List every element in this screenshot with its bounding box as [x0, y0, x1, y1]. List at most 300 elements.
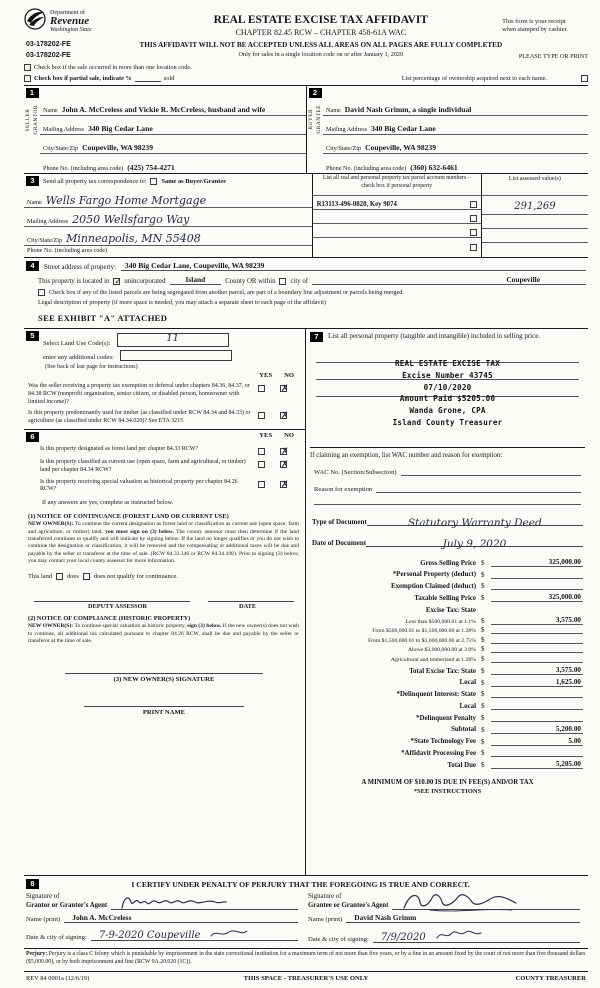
tax-row-delinquent-interest-state [310, 689, 585, 698]
grantee-date-scribble [434, 928, 484, 942]
tax-row-value [491, 605, 583, 614]
exhibit-note: SEE EXHIBIT "A" ATTACHED [38, 313, 168, 323]
correspondence-mailing-label: Mailing Address [27, 218, 69, 225]
assessor-signature-lines [34, 594, 294, 602]
buyer-csz-value: Coupeville, WA 98239 [365, 142, 437, 152]
tax-row-label: Taxable Selling Price [414, 594, 476, 602]
tax-row-value [491, 689, 583, 698]
tax-row-label: Local [459, 679, 476, 687]
tax-row-value [491, 626, 583, 634]
wac-number-label: WAC No. (Section/Subsection) [314, 469, 397, 476]
street-address-value: 340 Big Cedar Lane, Coupeville, WA 98239 [121, 261, 586, 271]
stamp-amount-paid: Amount Paid $5205.00 [399, 394, 496, 404]
dor-logo [24, 8, 139, 35]
minimum-due-note: A MINIMUM OF $10.00 IS DUE IN FEE(S) AND/OR TAX [361, 779, 534, 787]
additional-codes-box [120, 350, 232, 361]
correspondence-csz-label: City/State/Zip [27, 237, 63, 244]
correspondence-mailing-value: 2050 Wellsfargo Way [72, 213, 190, 227]
historic-answers [258, 479, 302, 488]
parcel-row-3 [313, 224, 481, 238]
tax-row-label: Agricultural and timberland at 1.28% [390, 656, 476, 663]
correspondence-csz-value: Minneapolis, MN 55408 [66, 232, 201, 246]
grantee-agent-label: Grantee or Grantee's Agent [308, 901, 389, 909]
timber-answers [258, 410, 302, 422]
parcel-checkbox-3[interactable] [470, 229, 477, 236]
grantor-signature-label [26, 893, 107, 910]
ownership-note: List percentage of ownership acquired next to each name. [401, 75, 547, 82]
dollar-sign: $ [481, 713, 485, 722]
current-use-question-row [26, 459, 302, 475]
buyer-csz-label: City/State/Zip [326, 145, 362, 152]
correspondence-send-label: Send all property tax correspondence to: [43, 177, 147, 185]
notice-compliance-bold: sign (3) below. [187, 623, 222, 630]
parcel-numbers-block [312, 174, 481, 257]
tax-row-label: *Personal Property (deduct) [392, 571, 476, 579]
excise-tax-table [310, 555, 585, 769]
yes-no-header [259, 432, 302, 439]
tax-row-subtotal [310, 725, 585, 734]
perjury-note [24, 948, 588, 969]
does-not-checkbox[interactable] [83, 573, 90, 580]
parcel-row-1 [313, 196, 481, 210]
parcel-checkbox-4[interactable] [470, 244, 477, 251]
tax-row-label: Above $3,000,000.00 at 3.0% [407, 647, 476, 654]
seller-csz-label: City/State/Zip [43, 145, 79, 152]
assessor-date-line [208, 594, 294, 602]
receipt-note [502, 18, 588, 35]
tax-row-label: Total Excise Tax: State [409, 667, 476, 675]
land-use-header-row [26, 331, 302, 370]
parcel-number-value: R13113-496-0820, Key 9074 [316, 201, 397, 208]
parcel-list-header: List all real and personal property tax parcel account numbers – check box if personal property [313, 174, 481, 196]
grantor-signature-line [111, 892, 298, 910]
tax-correspondence-section [24, 174, 588, 258]
assessor-date-label: DATE [239, 603, 257, 611]
tax-row-rate-500k-1500k [310, 626, 585, 634]
tax-row-exemption-claimed-deduct [310, 581, 585, 590]
current-use-question: Is this property classified as current use (open space, farm and agricultural, or timber) land per chapter 84.34 RCW? [40, 458, 246, 473]
tax-row-value [491, 570, 583, 579]
dept-of-label: Department of [50, 9, 85, 16]
notice-compliance-title: (2) NOTICE OF COMPLIANCE (HISTORIC PROPERTY) [28, 615, 191, 623]
dollar-sign: $ [481, 666, 485, 675]
parcel-checkbox-1[interactable] [470, 201, 477, 208]
certify-row [24, 878, 588, 890]
forest-land-no-checkbox[interactable]: ✗ [281, 446, 289, 457]
blank-line [314, 493, 581, 505]
parcel-row-2 [313, 210, 481, 224]
form-footer [24, 971, 588, 983]
personal-property-header [310, 329, 585, 342]
date-of-document-label: Date of Document [312, 539, 367, 547]
historic-yes-checkbox[interactable] [258, 481, 265, 488]
tax-row-value [491, 655, 583, 663]
land-use-section [24, 329, 305, 429]
current-use-answers [258, 459, 302, 468]
dollar-sign: $ [481, 690, 485, 699]
does-not-label: does not qualify for continuance. [93, 573, 178, 581]
tax-row-value: 5,200.00 [491, 725, 583, 734]
classification-section-number: 6 [26, 432, 39, 442]
historic-no-checkbox[interactable]: ✗ [281, 479, 289, 490]
assessed-value-1: 291,269 [514, 201, 556, 212]
single-location-note: Only for sales in a single location code on or after January 1, 2020 [238, 51, 404, 58]
seller-mailing-label: Mailing Address [43, 126, 85, 133]
located-in-label: This property is located in [38, 278, 110, 285]
assessor-signature-labels [34, 603, 294, 610]
land-use-select-label: Select Land Use Code(s): [43, 340, 111, 347]
notice-continuance-bold: you must sign on (3) below. [105, 528, 174, 535]
multi-location-label: Check box if the sale occurred in more than one location code. [34, 64, 192, 71]
personal-property-lines [310, 346, 585, 442]
date-of-document-row [310, 534, 585, 550]
stamp-office: Island County Treasurer [392, 417, 503, 427]
certification-section-number: 8 [26, 879, 39, 889]
city-blank-line [312, 275, 586, 285]
date-of-document-value: July 9, 2020 [442, 538, 507, 550]
seller-fields [40, 86, 306, 173]
property-location-row [24, 272, 588, 286]
historic-question-row [26, 479, 302, 495]
tax-row-value: 3,575.00 [491, 666, 583, 675]
partial-sale-sold-label: sold [163, 75, 175, 82]
tax-exemption-question-row [26, 383, 302, 406]
notice-compliance-post: If the new owner(s) does not wish to continue, all additional tax calculated pursuant to chapter 84.26 RCW, shall be due and payable by the seller or transferor at the time of sale. [28, 623, 299, 645]
tax-row-value [491, 713, 583, 722]
not-accepted-warning: THIS AFFIDAVIT WILL NOT BE ACCEPTED UNLESS ALL AREAS ON ALL PAGES ARE FULLY COMPLETED [139, 41, 503, 49]
partial-sale-checkbox[interactable] [24, 75, 31, 82]
timber-yes-checkbox[interactable] [258, 412, 265, 419]
tax-row-label: *Delinquent Penalty [416, 714, 476, 722]
tax-row-total-due [310, 760, 585, 769]
correspondence-phone-row [24, 246, 312, 255]
assessed-value-row-4 [482, 243, 588, 257]
parties-section [24, 85, 588, 174]
tax-row-state-technology-fee [310, 737, 585, 746]
seller-phone-label: Phone No. (including area code) [43, 165, 124, 172]
certification-section [24, 876, 588, 969]
buyer-rail [307, 86, 323, 173]
type-of-document-row [310, 513, 585, 529]
city-checkbox[interactable] [279, 278, 286, 285]
tax-row-rate-above-3m [310, 645, 585, 653]
seller-name-row [40, 86, 306, 116]
header-center [139, 8, 502, 61]
revenue-label: Revenue [50, 15, 90, 27]
header-right [502, 8, 588, 61]
tax-row-taxable-selling-price [310, 593, 585, 602]
dollar-sign: $ [481, 616, 485, 625]
street-address-label: Street address of property: [44, 264, 116, 271]
grantee-date-city: 7/9/2020 [380, 932, 426, 944]
unincorporated-label: unincorporated [124, 278, 166, 285]
forest-land-yes-checkbox[interactable] [258, 448, 265, 455]
tax-row-label: *State Technology Fee [410, 738, 476, 746]
tax-row-total-excise-state [310, 666, 585, 675]
grantee-signature-row [308, 892, 580, 910]
ownership-checkbox[interactable] [581, 75, 588, 82]
additional-codes-label: enter any additional codes: [43, 354, 114, 361]
classification-header-row [26, 432, 302, 442]
excise-section-number: 7 [310, 332, 323, 342]
does-label: does [66, 573, 79, 581]
correspondence-phone-label: Phone No. (including area code) [27, 247, 108, 254]
buyer-label: BUYER [307, 108, 314, 130]
correspondence-fields [24, 174, 312, 257]
type-of-document-label: Type of Document [312, 518, 367, 526]
signature-of-label: Signature of [26, 893, 60, 901]
stamp-excise-number: Excise Number 43745 [402, 370, 493, 380]
unincorporated-checkbox[interactable]: ✓ [114, 277, 122, 287]
header-left [24, 8, 139, 61]
buyer-grantee-block [306, 86, 588, 173]
assessed-values-block [481, 174, 588, 257]
dollar-sign: $ [481, 582, 485, 591]
treasurer-stamp [310, 358, 585, 429]
land-use-code-value: 11 [166, 333, 179, 344]
signature-of-label: Signature of [308, 893, 342, 901]
multi-location-row [24, 64, 588, 71]
buyer-phone-row [323, 154, 588, 173]
perjury-text: Perjury is a class C felony which is punishable by imprisonment in the state correctional institution for a maximum term of not more than five years, or by a fine in an amount fixed by the court of not more than five thousand dollars ($5,000.00), or by both imprisonment and fine (RCW 9A.20.020 (1C)). [26, 951, 586, 966]
wac-number-blank [401, 467, 581, 476]
parcel-checkbox-2[interactable] [470, 215, 477, 222]
grantee-name-print: David Nash Grimm [346, 913, 580, 923]
current-use-no-checkbox[interactable]: ✗ [281, 459, 289, 470]
additional-codes-row [43, 350, 302, 361]
tax-row-excise-tax-state-header [310, 605, 585, 614]
washington-state-label: Washington State [50, 27, 92, 33]
assessed-value-row-3 [482, 229, 588, 243]
land-use-select-row [43, 333, 302, 347]
notice-compliance-body [26, 623, 302, 645]
seller-vertical-label [24, 105, 40, 134]
buyer-section-number: 2 [309, 88, 322, 98]
reason-exemption-label: Reason for exemption [314, 486, 373, 493]
see-back-note: (See back of last page for instructions) [45, 364, 138, 370]
grantor-date-city: 7-9-2020 Coupeville [98, 930, 201, 942]
no-header: NO [284, 372, 294, 379]
date-city-label: Date & city of signing: [308, 936, 369, 944]
this-land-label: This land [28, 573, 52, 581]
grantor-label: GRANTOR [33, 105, 39, 135]
timber-question-row [26, 410, 302, 426]
tax-row-rate-agricultural [310, 655, 585, 663]
property-section [24, 258, 588, 329]
new-owner-signature-line [65, 666, 264, 674]
same-as-buyer-checkbox[interactable] [150, 178, 157, 185]
grantee-signature-block [306, 890, 588, 943]
yes-no-header [26, 372, 302, 379]
correspondence-header-row [24, 174, 312, 189]
legal-description-row [24, 296, 588, 306]
tax-row-value [491, 636, 583, 644]
notice-continuance-title: (1) NOTICE OF CONTINUANCE (FOREST LAND OR CURRENT USE) [28, 513, 229, 521]
type-of-document-value: Statutory Warranty Deed [407, 517, 542, 529]
deputy-assessor-line [34, 594, 190, 602]
buyer-csz-row [323, 135, 588, 154]
date-city-label: Date & city of signing: [26, 934, 87, 942]
tax-row-value [491, 701, 583, 710]
stamp-date: 07/10/2020 [423, 382, 472, 392]
grantor-name-print: John A. McCreless [64, 913, 298, 923]
tax-row-delinquent-penalty [310, 713, 585, 722]
dollar-sign: $ [481, 737, 485, 746]
tax-row-value: 325,000.00 [491, 593, 583, 602]
tax-row-label: Excise Tax: State [425, 606, 476, 614]
buyer-mailing-value: 340 Big Cedar Lane [371, 123, 436, 133]
treasurer-space-label: THIS SPACE - TREASURER'S USE ONLY [243, 975, 369, 982]
county-treasurer-label: COUNTY TREASURER [515, 975, 586, 982]
personal-property-label: List all personal property (tangible and intangible) included in selling price. [328, 332, 541, 340]
yes-header: YES [259, 431, 273, 439]
assessed-value-row-1 [482, 196, 588, 215]
buyer-mailing-label: Mailing Address [326, 126, 368, 133]
footer-rev-number: REV 84 0001a (12/6/19) [26, 975, 90, 982]
tax-row-value: 5,205.00 [491, 760, 583, 769]
form-header [24, 8, 588, 61]
street-address-row [24, 260, 588, 272]
tax-row-label: Subtotal [451, 726, 476, 734]
yes-header: YES [259, 372, 273, 379]
grantee-name-print-row [308, 913, 580, 923]
forest-land-question-row [26, 446, 302, 455]
timber-no-checkbox[interactable]: ✗ [281, 411, 289, 422]
tax-exemption-question: Was the seller receiving a property tax exemption or deferral under chapters 84.36, 84.37, or 84.38 RCW (nonprofit organization, senior citizen, or disabled person, homeowner with limited income)? [28, 383, 250, 405]
dollar-sign: $ [481, 761, 485, 770]
correspondence-csz-row [24, 227, 312, 246]
dollar-sign: $ [481, 558, 485, 567]
notice-continuance-pre: To continue the current designation as forest land or classification as current use (open space, farm and agriculture, or timber) land, [28, 521, 299, 535]
multi-location-checkbox[interactable] [24, 64, 31, 71]
name-print-label: Name (print) [26, 916, 61, 924]
dollar-sign: $ [481, 749, 485, 758]
tax-row-label: Local [459, 702, 476, 710]
timber-question: Is this property predominantly used for timber (as classified under RCW 84.34 and 84.33) or agriculture (as classified under RCW 84.34.020)? See ETA 3215 [28, 410, 251, 425]
notice-continuance-post: The county assessor must then determine if the land transferred continues to qualify and will indicate by signing below. If the land no longer qualifies or you do not wish to continue the designation or classification, it will be removed and the compensating or additional taxes will be due and payable by the seller or transferor at the time of sale. (RCW 84.33.140 or RCW 84.34.108). Prior to signing (3) below, you may contact your local county assessor for more information. [28, 528, 299, 565]
land-use-codes [43, 331, 302, 370]
grantor-signature-row [26, 892, 298, 910]
legal-description-label: Legal description of property (if more space is needed, you may attach a separate sheet to each page of the affidavit) [38, 299, 326, 306]
seller-rail [24, 86, 40, 173]
new-owners-label: NEW OWNER(S): [28, 623, 74, 630]
certify-statement: I CERTIFY UNDER PENALTY OF PERJURY THAT THE FOREGOING IS TRUE AND CORRECT. [131, 879, 470, 889]
if-yes-note: If any answers are yes, complete as instructed below. [42, 499, 174, 507]
dollar-sign: $ [481, 678, 485, 687]
continuance-qualify-row [28, 573, 302, 580]
grantee-signature [400, 890, 520, 914]
dollar-sign: $ [481, 626, 485, 635]
buyer-mailing-row [323, 116, 588, 135]
correspondence-name-value: Wells Fargo Home Mortgage [45, 194, 207, 208]
grantor-signature-block [24, 890, 306, 943]
grantor-date-scribble [209, 928, 249, 940]
tax-row-label: From $1,500,000.01 to $3,000,000.00 at 2.75% [367, 637, 476, 644]
correspondence-name-label: Name [27, 199, 42, 206]
excise-section [306, 329, 588, 875]
current-use-yes-checkbox[interactable] [258, 461, 265, 468]
buyer-name-value: David Nash Grimm, a single individual [344, 104, 472, 114]
no-header: NO [284, 431, 294, 439]
correspondence-name-row [24, 189, 312, 208]
assessed-values-header: List assessed value(s) [482, 174, 588, 196]
seller-phone-row [40, 154, 306, 173]
seller-mailing-value: 340 Big Cedar Lane [88, 123, 153, 133]
buyer-phone-value: (360) 632-6461 [410, 162, 458, 172]
tax-row-rate-under-500k [310, 616, 585, 625]
wac-number-row [310, 467, 585, 476]
tax-row-label: Gross Selling Price [420, 559, 476, 567]
tax-exemption-yes-checkbox[interactable] [258, 385, 265, 392]
new-owners-label: NEW OWNER(S): [28, 521, 74, 528]
does-checkbox[interactable] [56, 573, 63, 580]
grantor-name-print-row [26, 913, 298, 923]
name-print-label: Name (print) [308, 916, 343, 924]
land-use-section-number: 5 [26, 331, 39, 341]
grantee-signature-line [392, 892, 580, 910]
city-value: Coupeville [506, 275, 540, 284]
print-name-line [84, 699, 244, 707]
tax-row-value: 325,000.00 [491, 558, 583, 567]
grantee-label: GRANTEE [316, 105, 322, 134]
seller-mailing-row [40, 116, 306, 135]
tax-row-label: Exemption Claimed (deduct) [391, 583, 476, 591]
dor-logo-text [50, 10, 92, 34]
receipt-note-line1: This form is your receipt [502, 18, 566, 25]
tax-row-value [491, 581, 583, 590]
dollar-sign: $ [481, 702, 485, 711]
county-value: Island [170, 275, 222, 285]
notice-continuance-body [26, 521, 302, 565]
tax-row-label: *Affidavit Processing Fee [401, 750, 476, 758]
seller-section-number: 1 [26, 88, 39, 98]
segregated-label: Check box if any of the listed parcels are being segregated from another parcel, are part of a boundary line adjustment or parcels being merged. [49, 289, 404, 296]
correspondence-mailing-row [24, 208, 312, 227]
forest-land-answers [258, 446, 302, 455]
seller-grantor-block [24, 86, 306, 173]
property-section-number: 4 [26, 261, 39, 271]
see-instructions-note: *SEE INSTRUCTIONS [413, 788, 482, 796]
dollar-sign: $ [481, 654, 485, 663]
historic-question: Is this property receiving special valuation as historical property per chapter 84.26 RCW? [40, 478, 238, 493]
tax-row-personal-property-deduct [310, 570, 585, 579]
grantor-signature [119, 892, 229, 914]
form-number-2: 03-178202-FE [26, 51, 71, 59]
buyer-vertical-label [307, 105, 323, 134]
reason-exemption-blank [376, 484, 581, 493]
new-owner-signature-label: (3) NEW OWNER(S) SIGNATURE [113, 675, 215, 683]
tax-row-label: From $500,000.01 to $1,500,000.00 at 1.28% [372, 628, 476, 635]
assessed-value-row-2 [482, 215, 588, 229]
seller-csz-value: Coupeville, WA 98239 [82, 142, 154, 152]
buyer-phone-label: Phone No. (including area code) [326, 165, 407, 172]
form-number-1: 03-178202-FE [26, 41, 71, 48]
buyer-name-label: Name [326, 107, 341, 114]
classification-section [24, 429, 305, 875]
left-column [24, 329, 306, 875]
main-columns [24, 329, 588, 876]
forest-land-question: Is this property designated as forest land per chapter 84.33 RCW? [40, 445, 199, 452]
tax-exemption-no-checkbox[interactable]: ✗ [281, 384, 289, 394]
partial-sale-percent-blank [135, 74, 161, 82]
stamp-treasurer-name: Wanda Grone, CPA [409, 406, 486, 416]
partial-sale-row [24, 74, 588, 82]
deputy-assessor-label: DEPUTY ASSESSOR [88, 603, 148, 611]
segregated-checkbox[interactable] [38, 289, 45, 296]
tax-row-gross-selling-price [310, 558, 585, 567]
buyer-name-row [323, 86, 588, 116]
dollar-sign: $ [481, 594, 485, 603]
